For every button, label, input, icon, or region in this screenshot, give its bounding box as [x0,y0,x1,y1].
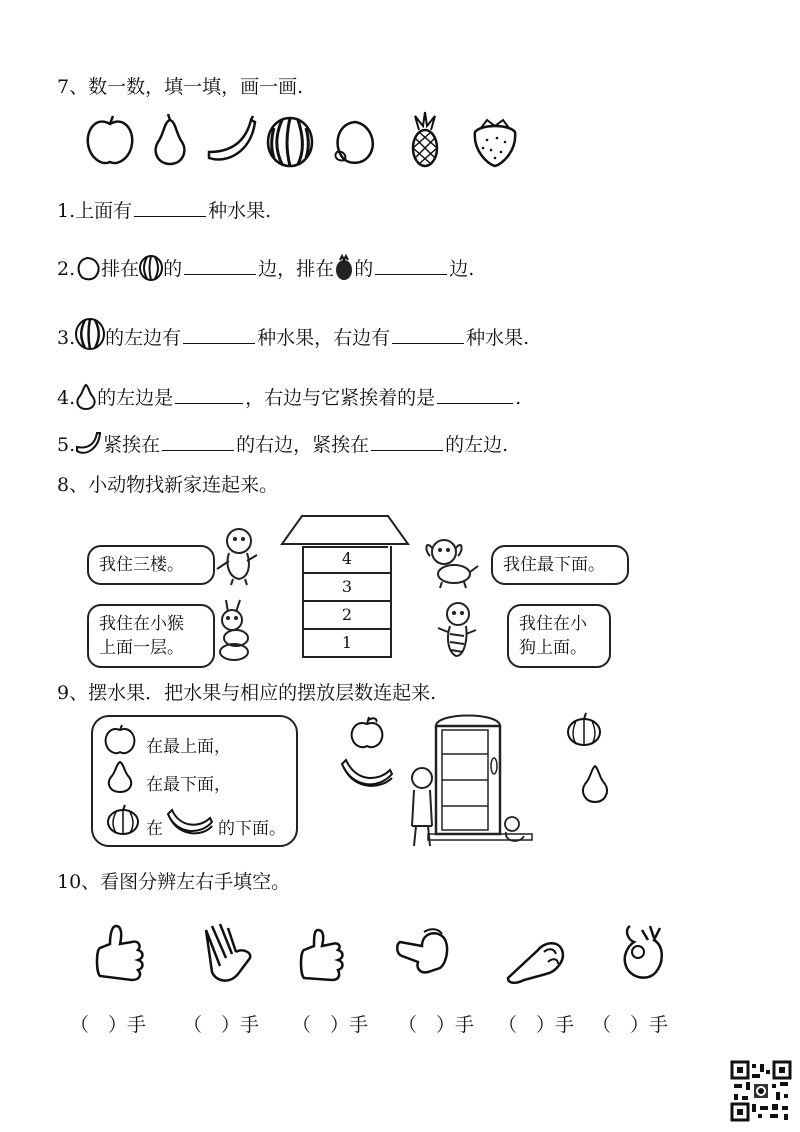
bubble-3-text: 我住最下面。 [503,555,605,575]
bubble-4-line-1: 我住在小 [519,614,587,634]
pumpkin-icon[interactable] [566,712,602,752]
q7-l4-blank-2[interactable] [437,402,513,404]
apple-icon [104,724,136,760]
answer-slot-2[interactable]: （ ）手 [183,1014,260,1036]
q7-l3-b: 种水果，右边有 [257,327,391,349]
q7-l5-blank-1[interactable] [162,449,234,451]
q7-line-3 [57,318,529,350]
watermelon-icon [139,255,163,281]
pear-icon[interactable] [580,764,610,808]
q7-l5-a: 紧挨在 [103,434,161,456]
answer-slot-3[interactable]: （ ）手 [292,1014,369,1036]
answer-slot-5[interactable]: （ ）手 [498,1014,575,1036]
tower-roof [280,514,410,546]
pear-icon [156,114,185,164]
q7-l4-c: . [515,387,522,409]
q7-l4-num: 4. [57,387,76,409]
q7-l1-a: 1.上面有 [57,200,133,222]
q7-l1-b: 种水果. [208,200,272,222]
floor-2[interactable]: 2 [302,602,392,630]
pear-icon [75,382,97,410]
q7-line-4 [57,382,521,410]
q7-line-5 [57,430,508,457]
banana-icon[interactable] [340,756,394,796]
ok-hand-icon [625,926,662,978]
instruction-bottom: 在最下面， [146,775,231,795]
q7-l3-a: 的左边有 [105,327,182,349]
instruction-top: 在最上面， [146,737,231,757]
q7-l2-d: 的 [354,258,374,280]
q7-l5-c: 的左边. [445,434,509,456]
thumbs-up-hand-icon [301,930,343,980]
banana-icon [75,431,103,457]
speech-bubble-1 [87,545,215,585]
pineapple-icon [334,255,354,281]
thumbs-up-hand-icon [97,926,143,980]
floor-1[interactable]: 1 [302,630,392,658]
q7-l2-a: 排在 [101,258,140,280]
q7-l3-c: 种水果. [466,327,530,349]
q7-l5-num: 5. [57,434,76,456]
caterpillar-icon [212,598,264,662]
open-hand-icon [206,924,250,981]
pear-icon [106,760,134,798]
speech-bubble-3 [491,545,629,585]
q7-l1-blank[interactable] [134,215,206,217]
q7-l2-e: 边. [449,258,475,280]
strawberry-icon [475,120,515,166]
apple-icon [88,116,133,163]
apple-icon[interactable] [350,716,384,754]
pointing-hand-icon [397,929,447,972]
hands-row [92,922,692,992]
floor-4[interactable]: 4 [302,546,392,574]
bubble-1-text: 我住三楼。 [99,555,184,575]
q7-l2-num: 2. [57,258,76,280]
q7-line-1 [57,196,271,223]
fruit-row [85,108,535,168]
q7-l2-blank-2[interactable] [375,273,447,275]
banana-icon [209,116,255,160]
banana-icon [166,804,214,842]
speech-bubble-2 [87,604,215,668]
answer-slot-4[interactable]: （ ）手 [398,1014,475,1036]
q7-l4-blank-1[interactable] [175,402,243,404]
pineapple-icon [413,112,437,166]
cabinet-illustration [408,708,532,850]
bubble-2-line-2: 上面一层。 [99,638,184,658]
q7-l5-b: 的右边，紧挨在 [236,434,370,456]
instruction-under-a: 在 [146,819,163,839]
q7-l3-blank-1[interactable] [183,342,255,344]
answer-slot-1[interactable]: （ ）手 [70,1014,147,1036]
q7-l3-blank-2[interactable] [392,342,464,344]
instruction-under-b: 的下面。 [218,819,286,839]
q7-l4-b: ，右边与它紧挨着的是 [245,387,436,409]
peach-icon [75,255,101,281]
watermelon-icon [268,118,312,166]
q7-l4-a: 的左边是 [97,387,174,409]
q7-l3-num: 3. [57,327,76,349]
q7-line-2 [57,254,474,281]
qr-code-icon [730,1060,792,1122]
q7-title: 7、数一数，填一填，画一画. [57,76,304,98]
tiger-icon [432,600,482,664]
q9-title: 9、摆水果．把水果与相应的摆放层数连起来. [57,682,437,704]
q7-l5-blank-2[interactable] [371,449,443,451]
q7-l2-blank-1[interactable] [184,273,256,275]
bubble-4-line-2: 狗上面。 [519,638,587,658]
q8-title: 8、小动物找新家连起来。 [57,474,279,496]
monkey-icon [205,525,265,585]
q7-l2-b: 的 [163,258,183,280]
peach-icon [335,122,372,163]
pumpkin-icon [106,804,140,840]
pointing-hand-icon [508,943,563,983]
answer-slot-6[interactable]: （ ）手 [592,1014,669,1036]
dog-icon [420,534,482,590]
q7-l2-c: 边，排在 [258,258,335,280]
bubble-2-line-1: 我住在小猴 [99,614,184,634]
speech-bubble-4 [507,604,611,668]
floor-3[interactable]: 3 [302,574,392,602]
q10-title: 10、看图分辨左右手填空。 [57,871,291,893]
watermelon-icon [75,318,105,350]
